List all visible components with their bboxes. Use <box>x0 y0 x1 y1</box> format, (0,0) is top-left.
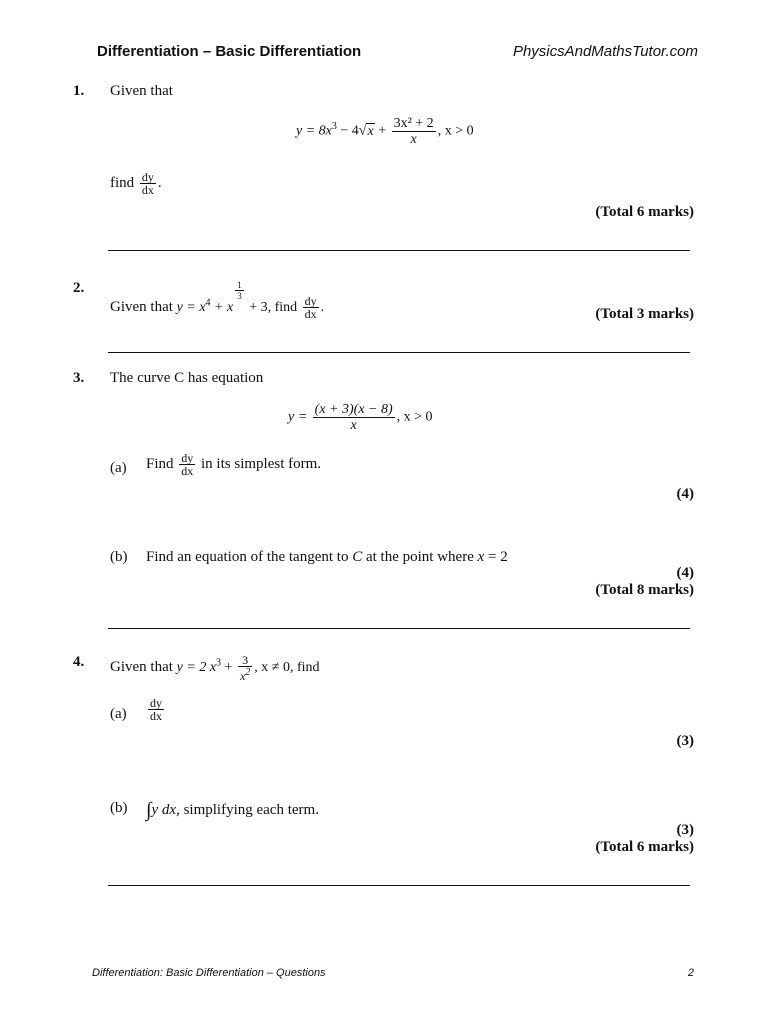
q3-a-label: (a) <box>110 460 127 476</box>
q1-dy: dy <box>141 170 154 184</box>
q1-frac-num: 3x² + 2 <box>393 116 434 131</box>
q1-total-marks: (Total 6 marks) <box>595 204 694 220</box>
q4-a-expr <box>146 697 166 722</box>
q3-b-marks: (4) <box>676 565 694 581</box>
q2-given: Given that <box>110 299 173 315</box>
q3-fraction <box>313 402 395 433</box>
q4-eq-a: y = 2 x <box>176 660 217 676</box>
q4-b-marks: (3) <box>676 822 694 838</box>
q4-total-marks: (Total 6 marks) <box>595 839 694 855</box>
q2-total-marks: (Total 3 marks) <box>595 306 694 322</box>
q4-a-label: (a) <box>110 706 127 722</box>
q3-frac-num: (x + 3)(x − 8) <box>314 402 393 417</box>
q2-dy: dy <box>304 294 317 309</box>
q1-eq-minus: − 4 <box>336 123 359 139</box>
q4-line <box>110 645 320 683</box>
q2-number: 2. <box>73 280 85 296</box>
q4-exp3: 3 <box>216 657 222 669</box>
q4-dy: dy <box>150 696 162 710</box>
divider <box>108 628 690 629</box>
q2-equation <box>176 280 325 322</box>
q4-frac-num: 3 <box>238 654 252 667</box>
q4-frac-den-base: x <box>239 669 246 683</box>
q3-total-marks: (Total 8 marks) <box>595 582 694 598</box>
q3-eq-y: y = <box>288 409 308 425</box>
q4-eq-cond: , x ≠ 0, find <box>254 660 320 676</box>
q3-dydx <box>179 452 195 477</box>
q4-given: Given that <box>110 659 173 676</box>
q1-find: find <box>110 174 135 191</box>
q2-dot: . <box>320 300 325 315</box>
q3-b-text-2: at the point where <box>365 549 474 565</box>
q4-frac-den-exp: 2 <box>245 667 251 678</box>
q3-equation <box>288 402 433 433</box>
q3-b-text-x: x <box>477 549 485 565</box>
q4-dx: dx <box>150 709 162 723</box>
q1-eq-sqrt: x <box>367 123 374 139</box>
q2-exp-frac <box>235 280 244 301</box>
q2-eq-c: + 3, find <box>245 300 298 315</box>
q4-a-marks: (3) <box>676 733 694 749</box>
q3-b-text-c: C <box>352 549 363 565</box>
q1-eq-exp: 3 <box>331 121 337 133</box>
q4-number: 4. <box>73 654 85 670</box>
q3-dy: dy <box>181 451 194 465</box>
q4-dydx <box>148 697 164 722</box>
q2-exp4: 4 <box>205 297 211 309</box>
q1-eq-y: y = 8x <box>296 123 332 139</box>
q4-frac-den <box>238 667 252 682</box>
q3-dx: dx <box>181 464 194 478</box>
q1-equation: $y = 8x^3 - 4√x$ + $\frac{\text{3x² + 2}}{x}$ , x > 0 <box>296 116 474 147</box>
q2-eq-b: + x <box>210 300 234 315</box>
q4-b-label: (b) <box>110 800 128 816</box>
divider <box>108 250 690 251</box>
q2-line <box>110 269 325 322</box>
q1-intro: Given that <box>110 83 173 99</box>
q2-dydx <box>303 295 319 320</box>
q3-intro: The curve C has equation <box>110 370 264 386</box>
q4-fraction <box>238 654 252 682</box>
q3-a-rest: in its simplest form. <box>201 455 322 472</box>
q4-eq-plus: + <box>221 660 233 676</box>
q4-b-expr: y dx <box>151 802 177 818</box>
q1-frac-den: x <box>410 132 417 147</box>
q2-dx: dx <box>304 307 317 322</box>
page-number: 2 <box>687 967 694 979</box>
q4-b-line <box>146 797 319 820</box>
footer-title: Differentiation: Basic Differentiation – Questions <box>92 967 326 979</box>
document-title: Differentiation – Basic Differentiation <box>97 43 362 60</box>
q1-eq-plus: + <box>374 123 387 139</box>
q3-frac-den: x <box>350 418 357 433</box>
q3-b-text <box>146 549 508 566</box>
q4-integral: ∫ <box>146 799 152 821</box>
q1-dx: dx <box>141 183 154 197</box>
q4-equation <box>176 653 320 683</box>
q3-a-find: Find <box>146 455 174 472</box>
q2-exp-den: 3 <box>237 291 242 301</box>
divider <box>108 885 690 886</box>
divider <box>108 352 690 353</box>
q3-b-text-1: Find an equation of the tangent to <box>146 549 349 565</box>
q3-b-text-3: = 2 <box>488 549 508 565</box>
q2-exp-num: 1 <box>237 280 242 290</box>
q1-dydx <box>140 171 156 196</box>
q3-b-label: (b) <box>110 549 128 565</box>
q2-eq-a: y = x <box>176 300 206 315</box>
q1-find-line <box>110 171 162 196</box>
q4-b-rest: , simplifying each term. <box>176 802 319 818</box>
q3-a-marks: (4) <box>676 486 694 502</box>
q1-number: 1. <box>73 83 85 99</box>
q3-number: 3. <box>73 370 85 386</box>
q1-dot: . <box>157 174 162 191</box>
q3-eq-cond: , x > 0 <box>396 409 433 425</box>
q3-a-line <box>146 452 321 477</box>
q1-fraction <box>392 116 436 147</box>
q1-eq-cond: , x > 0 <box>437 123 474 139</box>
site-name: PhysicsAndMathsTutor.com <box>512 43 698 60</box>
